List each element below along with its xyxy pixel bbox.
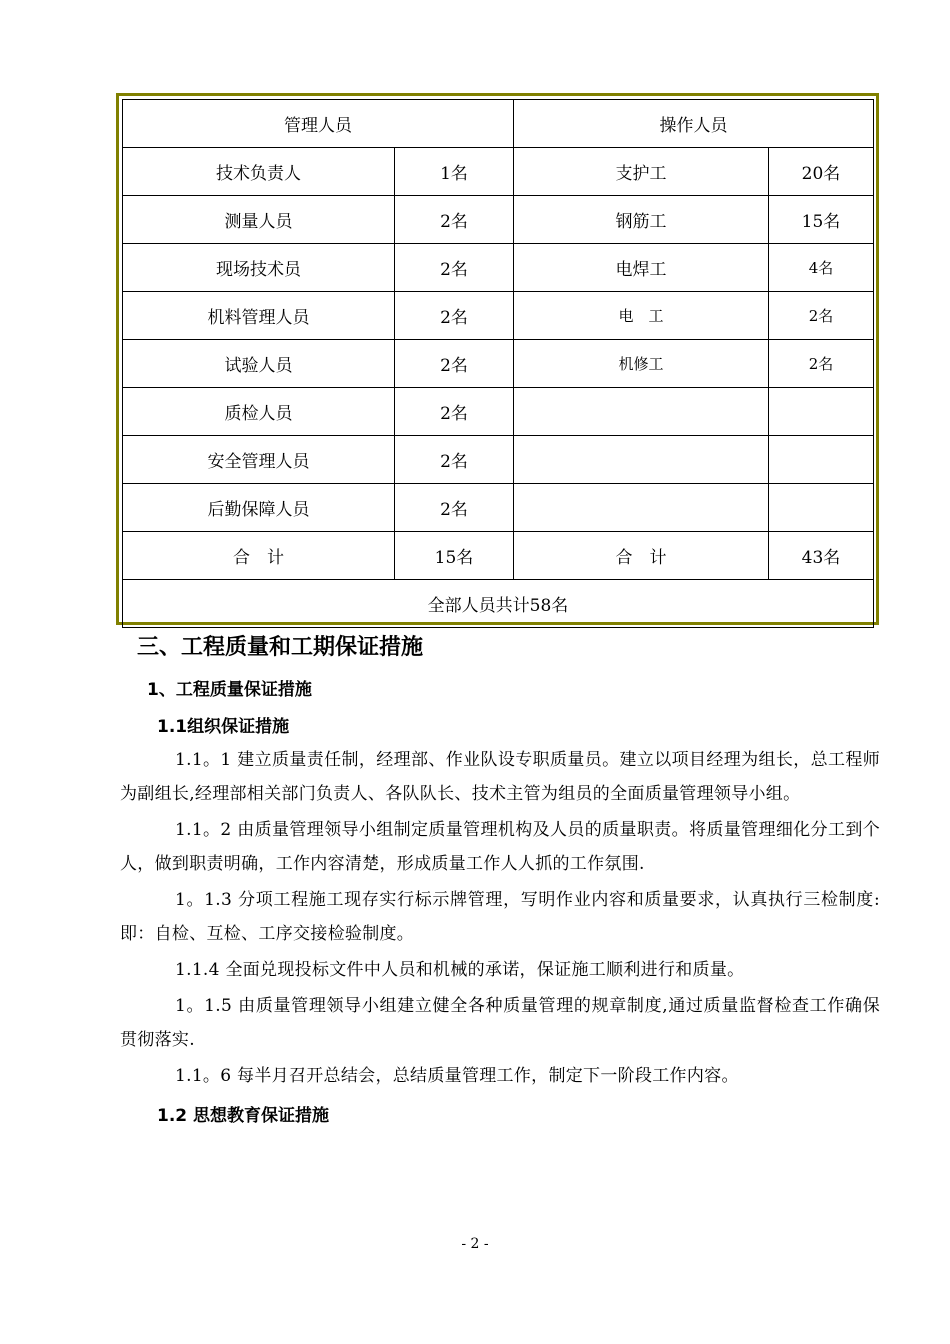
operator-count-cell: 4名 [769, 244, 874, 292]
paragraph: 1。1.3 分项工程施工现存实行标示牌管理，写明作业内容和质量要求，认真执行三检制度:即：自检、互检、工序交接检验制度。 [120, 890, 880, 944]
role-cell: 后勤保障人员 [123, 484, 395, 532]
staff-table [122, 99, 874, 628]
operator-count-cell: 2名 [769, 292, 874, 340]
section-title: 三、工程质量和工期保证措施 [137, 635, 424, 660]
count-cell: 2名 [395, 292, 514, 340]
total-right: 43名 [769, 532, 874, 580]
staff-table-frame [116, 93, 879, 625]
subsubsection-title: 1.2 思想教育保证措施 [157, 1106, 330, 1126]
operator-cell: 电焊工 [514, 244, 769, 292]
operator-cell: 电 工 [514, 292, 769, 340]
table-header-row [123, 100, 874, 148]
role-cell: 安全管理人员 [123, 436, 395, 484]
role-cell: 机料管理人员 [123, 292, 395, 340]
operator-cell: 支护工 [514, 148, 769, 196]
table-row [123, 244, 874, 292]
count-cell: 2名 [395, 196, 514, 244]
paragraph: 1.1.4 全面兑现投标文件中人员和机械的承诺，保证施工顺利进行和质量。 [175, 960, 745, 980]
paragraph: 1.1。2 由质量管理领导小组制定质量管理机构及人员的质量职责。将质量管理细化分工到个人，做到职责明确，工作内容清楚，形成质量工作人人抓的工作氛围. [120, 820, 880, 874]
table-row [123, 388, 874, 436]
table-row [123, 484, 874, 532]
count-cell: 2名 [395, 340, 514, 388]
operator-count-cell: 2名 [769, 340, 874, 388]
operator-cell: 机修工 [514, 340, 769, 388]
role-cell: 测量人员 [123, 196, 395, 244]
operator-cell [514, 436, 769, 484]
role-cell: 技术负责人 [123, 148, 395, 196]
table-row [123, 436, 874, 484]
total-left: 15名 [395, 532, 514, 580]
table-row [123, 196, 874, 244]
paragraph: 1.1。1 建立质量责任制，经理部、作业队设专职质量员。建立以项目经理为组长，总工程师为副组长,经理部相关部门负责人、各队队长、技术主管为组员的全面质量管理领导小组。 [120, 750, 880, 804]
operator-count-cell: 20名 [769, 148, 874, 196]
role-cell: 现场技术员 [123, 244, 395, 292]
document-body [120, 628, 880, 1130]
total-label-right: 合 计 [514, 532, 769, 580]
grand-total: 全部人员共计58名 [123, 580, 874, 628]
paragraph: 1。1.5 由质量管理领导小组建立健全各种质量管理的规章制度,通过质量监督检查工作确保贯彻落实. [120, 996, 880, 1050]
operator-cell [514, 484, 769, 532]
count-cell: 2名 [395, 484, 514, 532]
table-row [123, 292, 874, 340]
operator-count-cell: 15名 [769, 196, 874, 244]
operator-count-cell [769, 436, 874, 484]
count-cell: 1名 [395, 148, 514, 196]
role-cell: 试验人员 [123, 340, 395, 388]
subsubsection-title: 1.1组织保证措施 [157, 717, 290, 737]
total-label-left: 合 计 [123, 532, 395, 580]
table-grand-total-row [123, 580, 874, 628]
operator-count-cell [769, 484, 874, 532]
table-row [123, 340, 874, 388]
role-cell: 质检人员 [123, 388, 395, 436]
header-management: 管理人员 [123, 100, 514, 148]
page-number: - 2 - [461, 1236, 489, 1252]
table-row [123, 148, 874, 196]
paragraph: 1.1。6 每半月召开总结会，总结质量管理工作，制定下一阶段工作内容。 [175, 1066, 739, 1086]
table-total-row [123, 532, 874, 580]
operator-count-cell [769, 388, 874, 436]
count-cell: 2名 [395, 388, 514, 436]
count-cell: 2名 [395, 436, 514, 484]
operator-cell [514, 388, 769, 436]
operator-cell: 钢筋工 [514, 196, 769, 244]
count-cell: 2名 [395, 244, 514, 292]
subsection-title: 1、工程质量保证措施 [147, 680, 312, 700]
header-operators: 操作人员 [514, 100, 874, 148]
